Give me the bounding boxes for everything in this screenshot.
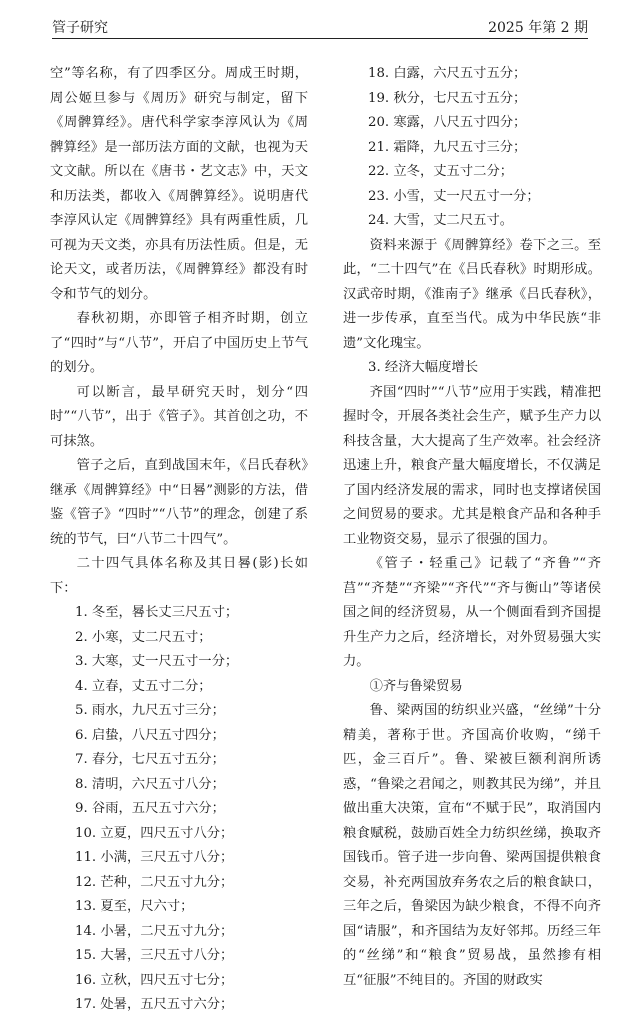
page-header	[52, 14, 588, 36]
paragraph: 齐国“四时”“八节”应用于实践，精准把握时令，开展各类社会生产，赋予生产力以科技含量，大大提高了生产效率。社会经济迅速上升，粮食产量大幅度增长，不仅满足了国内经济发展的需求，同时也支撑诸侯国之间贸易的要求。尤其是粮食产品和各种手工业物资交易，显示了很强的国力。	[343, 384, 601, 547]
list-item: 9. 谷雨，五尺五寸六分；	[75, 801, 225, 816]
list-item: 21. 霜降，九尺五寸三分；	[368, 139, 527, 155]
list-item: 23. 小雪，丈一尺五寸一分；	[368, 188, 540, 204]
list-item: 15. 大暑，三尺五寸八分；	[75, 948, 234, 963]
list-item: 14. 小暑，二尺五寸九分；	[75, 923, 234, 939]
list-item: 11. 小满，三尺五寸八分；	[75, 850, 234, 865]
paragraph: 空”等名称，有了四季区分。周成王时期，周公姬旦参与《周历》研究与制定，留下《周髀算经》。唐代科学家李淳风认为《周髀算经》是一部历法方面的文献，也视为天文文献。所以在《唐书・艺文志》中，天文和历法类，都收入《周髀算经》。说明唐代李淳风认定《周髀算经》具有两重性质，几可视为天文类，亦具有历法性质。但是，无论天文，或者历法，《周髀算经》都没有时令和节气的划分。	[50, 66, 308, 302]
list-item: 1. 冬至，晷长丈三尺五寸；	[75, 605, 239, 620]
section-heading: 3. 经济大幅度增长	[368, 360, 478, 375]
list-item: 2. 小寒，丈二尺五寸；	[75, 629, 212, 645]
list-item: 16. 立秋，四尺五寸七分；	[75, 972, 234, 988]
list-item: 19. 秋分，七尺五寸五分；	[368, 90, 527, 106]
left-column	[50, 62, 308, 1018]
paragraph: 鲁、梁两国的纺织业兴盛，“丝绨”十分精美，著称于世。齐国高价收购，“绨千匹，金三百斤”。鲁、梁被巨额利润所诱惑，“鲁梁之君闻之，则教其民为绨”，并且做出重大决策，宣布“不赋于民”，取消国内粮食赋税，鼓励百姓全力纺织丝绨，换取齐国钱币。管子进一步向鲁、梁两国提供粮食交易，补充两国放弃务农之后的粮食缺口，三年之后，鲁梁因为缺少粮食，不得不向齐国“请服”，和齐国结为友好邻邦。历经三年的“丝绨”和“粮食”贸易战，虽然掺有相互“征服”不纯目的。齐国的财政实	[343, 703, 601, 988]
list-item: 5. 雨水，九尺五寸三分；	[75, 703, 225, 718]
list-item: 10. 立夏，四尺五寸八分；	[75, 825, 234, 841]
paragraph: 管子之后，直到战国末年，《吕氏春秋》继承《周髀算经》中“日晷”测影的方法，借鉴《管子》“四时”“八节”的理念，创建了系统的节气，曰“八节二十四气”。	[50, 458, 308, 547]
paragraph: ①齐与鲁梁贸易	[369, 678, 463, 694]
list-item: 4. 立春，丈五寸二分；	[75, 678, 212, 694]
list-item: 20. 寒露，八尺五寸四分；	[368, 115, 527, 130]
journal-name: 管子研究	[52, 20, 108, 36]
paragraph: 二十四气具体名称及其日晷(影)长如下：	[50, 556, 308, 596]
list-item: 13. 夏至，尺六寸；	[75, 899, 194, 914]
list-item: 8. 清明，六尺五寸八分；	[75, 776, 225, 792]
paragraph: 可以断言，最早研究天时，划分“四时”“八节”，出于《管子》。其首创之功，不可抹煞。	[50, 384, 308, 449]
list-item: 18. 白露，六尺五寸五分；	[368, 66, 527, 81]
list-item: 6. 启蛰，八尺五寸四分；	[75, 727, 225, 743]
list-item: 3. 大寒，丈一尺五寸一分；	[75, 654, 239, 669]
list-item: 22. 立冬，丈五寸二分；	[368, 164, 514, 179]
list-item: 7. 春分，七尺五寸五分；	[75, 752, 225, 767]
paragraph: 春秋初期，亦即管子相齐时期，创立了“四时”与“八节”，开启了中国历史上节气的划分。	[50, 311, 308, 375]
list-item: 12. 芒种，二尺五寸九分；	[75, 874, 234, 890]
list-item: 17. 处暑，五尺五寸六分；	[75, 997, 234, 1012]
header-rule	[52, 38, 588, 39]
issue-label: 2025 年第 2 期	[488, 20, 588, 36]
list-item: 24. 大雪，丈二尺五寸。	[368, 213, 514, 228]
right-column	[343, 62, 601, 993]
paragraph: 《管子・轻重己》记载了“齐鲁”“齐莒”“齐楚”“齐梁”“齐代”“齐与衡山”等诸侯国之间的经济贸易，从一个侧面看到齐国提升生产力之后，经济增长，对外贸易强大实力。	[343, 556, 601, 669]
paragraph: 资料来源于《周髀算经》卷下之三。至此，“二十四气”在《吕氏春秋》时期形成。汉武帝时期，《淮南子》继承《吕氏春秋》，进一步传承，直至当代。成为中华民族“非遗”文化瑰宝。	[343, 237, 601, 351]
